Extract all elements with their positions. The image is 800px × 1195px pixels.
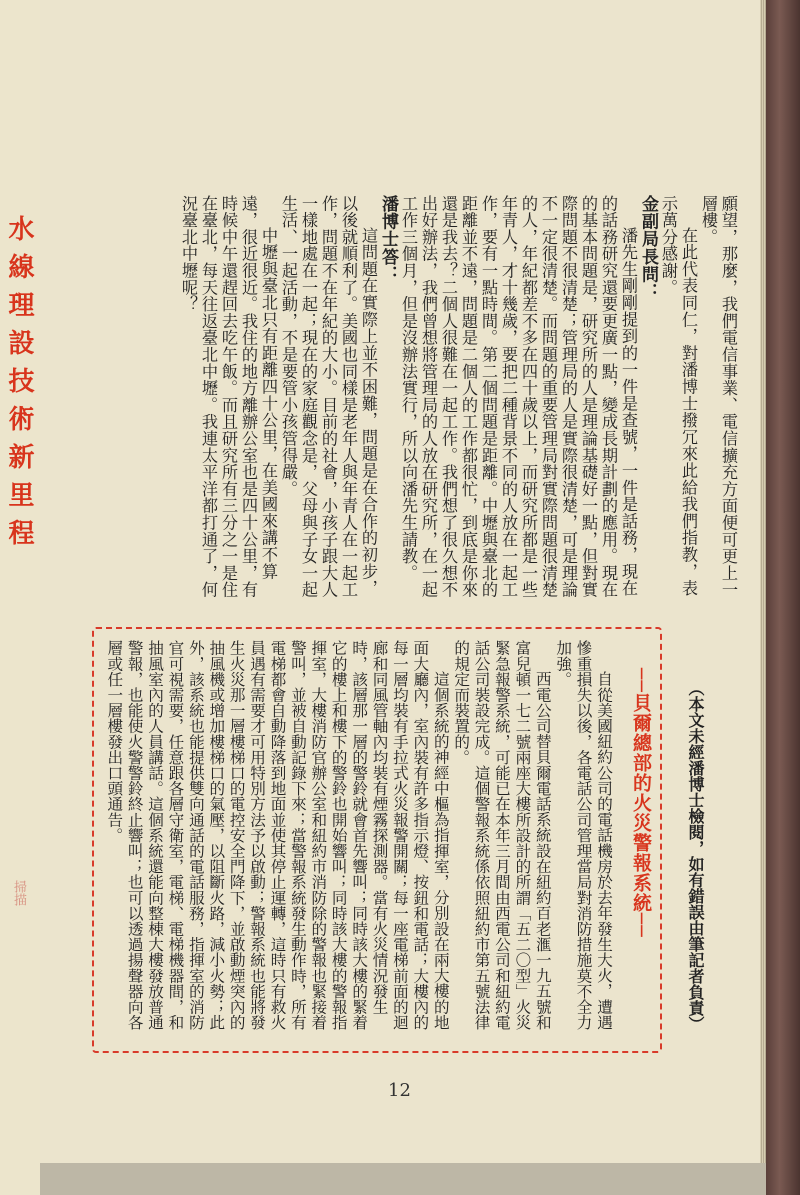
editorial-note: （本文未經潘博士檢閱，如有錯誤由筆記者負責） xyxy=(686,680,705,1032)
page-number: 12 xyxy=(388,1080,411,1101)
adjacent-page-title: 水線理設技術新里程 xyxy=(4,215,34,557)
scan-bottom-edge xyxy=(40,1163,766,1195)
speaker-pan-heading: 潘博士答： xyxy=(378,195,398,283)
sidebar-paragraph: 自從美國紐約公司的電話機房於去年發生大火，遭遇慘重損失以後，各電話公司管理當局對消防措施莫不全力加強。 xyxy=(554,640,613,1030)
sidebar-text xyxy=(104,640,614,1040)
interview-text xyxy=(88,195,738,603)
intro-paragraph: 願望，那麼，我們電信事業、電信擴充方面便可更上一層樓。 xyxy=(699,195,738,599)
pan-answer-paragraph: 這問題在實際上並不困難，問題是在合作的初步，以後就順利了。美國也同樣是老年人與年青人在一起工作，問題不在年紀的大小。目前的社會，小孩子跟大人一樣地處在一起；現在的家庭觀念是，父母與子女一起生活、一起活動，不是要管小孩管得嚴。 xyxy=(279,195,378,599)
book-binding xyxy=(766,0,800,1195)
sidebar-paragraph: 西電公司替貝爾電話系統設在紐約百老滙一九五號和富兒頓一七二號兩座大樓所設計的所謂「五二〇型」火災緊急報警系統，可能已在本年三月間由西電公司和紐約電話公司裝設完成。這個警報系統係依照紐約市第五號法律的規定而裝置的。 xyxy=(452,640,552,1030)
adjacent-page xyxy=(0,0,42,1195)
adjacent-page-stamp: 掃描 xyxy=(11,880,26,906)
pan-answer-paragraph-2: 中壢與臺北只有距離四十公里，在美國來講不算遠，很近很近。我住的地方離辦公室也是四十公里，有時候中午還趕回去吃午飯。而且研究所有三分之一是住在臺北，每天往返臺北中壢。我連太平洋都打通了，何況臺北中壢呢？ xyxy=(179,195,278,599)
speaker-jin-heading: 金副局長問： xyxy=(638,195,658,301)
sidebar-title: ──貝爾總部的火災警報系統── xyxy=(630,668,652,938)
jin-question-paragraph: 潘先生剛剛提到的一件是查號，一件是話務，現在的話務研究還要更廣一點，變成長期計劃的應用。現在的基本問題是，研究所的人是理論基礎好一點，但對實際問題不很清楚；管理局的人是實際很清楚，可是理論不一定很清楚。而問題的重要管理局對實際問題很清楚的人，年紀都差不多在四十歲以上，而研究所都是一些年青人，才十幾歲，要把二種背景不同的人放在一起工作，要有一點時間。第二個問題是距離。中壢與臺北的距離並不遠，問題是二個人的工作都很忙，到底是你來還是我去？二個人很難在一起工作。我們想了很久想不出好辦法，我們曾想將管理局的人放在研究所，在一起工作三個月，但是沒辦法實行，所以向潘先生請教。 xyxy=(399,195,638,599)
sidebar-paragraph: 這個系統的神經中樞為指揮室，分別設在兩大樓的地面大廳內，室內裝有許多指示燈、按鈕和電話；大樓內的每一層均裝有手拉式火災報警開關；每一座電梯前面的迴廊和同風管軸內均裝有煙霧探測器。當有火災情況發生時，該層那一層的警鈴就會首先響叫；同時該大樓的緊着它的樓上和樓下的警鈴也開始響叫；同時該大樓的警報指揮室，大樓消防官辦公室和紐約市消防除的警報也緊接着警叫，並被自動記錄下來；當警報系統發生動作時，所有電梯都會自動降落到地面並使其停止運轉，這時只有救火員遇有需要才可用特別方法予以啟動；警報系統也能將發生火災那一層樓梯口的電控安全門降下，並啟動煙突內的抽風機或增加樓梯口的氣壓，以阻斷火路，減小火勢；此外，該系統也能提供雙向通話的電話服務，指揮室的消防官可視需要，任意跟各層守衛室，電梯、電梯機器間，和抽風室內的人員講話。這個系統還能向整棟大樓發放普通警報，也能使火警警鈴終止響叫；也可以透過揚聲器向各層或任一層樓發出口頭通告。 xyxy=(105,640,450,1030)
thanks-paragraph: 在此代表同仁，對潘博士撥冗來此給我們指教，表示萬分感謝。 xyxy=(659,195,698,597)
